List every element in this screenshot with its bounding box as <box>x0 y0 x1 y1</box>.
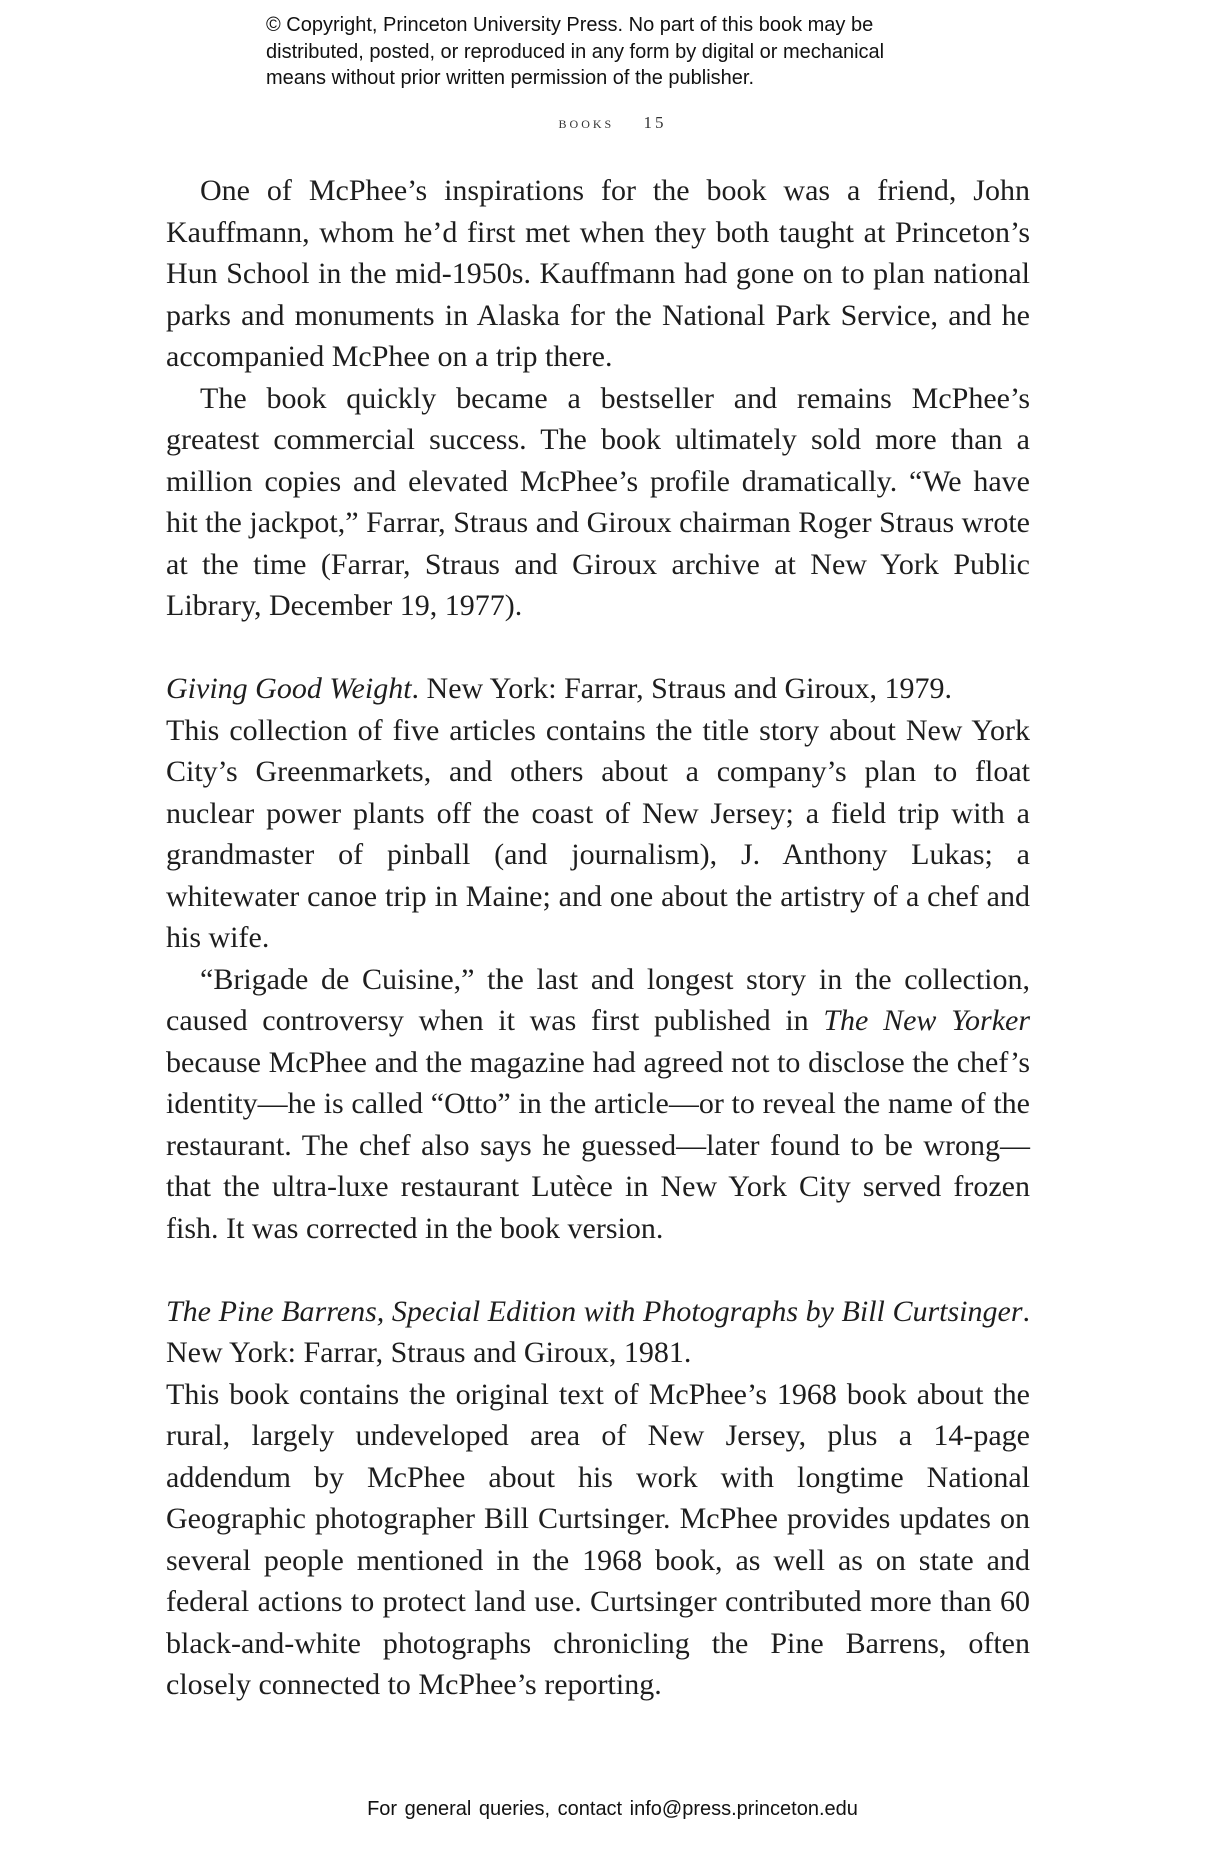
page-body <box>166 170 1030 1706</box>
entry-citation <box>166 668 1030 710</box>
entry-title: The Pine Barrens, Special Edition with Photographs by Bill Curtsinger <box>166 1294 1023 1328</box>
entry-description: This book contains the original text of McPhee’s 1968 book about the rural, largely undeveloped area of New Jersey, plus a 14-page addendum by McPhee about his work with longtime National Geographic photographer Bill Curtsinger. McPhee provides updates on several people mentioned in the 1968 book, as well as on state and federal actions to protect land use. Curtsinger contributed more than 60 black-and-white photographs chronicling the Pine Barrens, often closely connected to McPhee’s reporting. <box>166 1377 1030 1701</box>
magazine-title: The New Yorker <box>823 1004 1030 1037</box>
entry-paragraph-2 <box>166 959 1030 1250</box>
entry-publication: . New York: Farrar, Straus and Giroux, 1979. <box>411 672 952 705</box>
running-head-section: books <box>558 113 615 132</box>
page-number: 15 <box>643 113 667 132</box>
book-entry-pine-barrens <box>166 1291 1030 1706</box>
body-paragraph-1: One of McPhee’s inspirations for the book was a friend, John Kauffmann, whom he’d first met when they both taught at Princeton’s Hun School in the mid-1950s. Kauffmann had gone on to plan national parks and monuments in Alaska for the National Park Service, and he accompanied McPhee on a trip there. <box>166 174 1030 373</box>
entry-paragraph-2-start: “Brigade de Cuisine,” the last and longest story in the collection, caused controversy when it was first published in <box>166 962 1030 1037</box>
entry-title: Giving Good Weight <box>166 672 412 705</box>
entry-publication: . New York: Farrar, Straus and Giroux, 1981. <box>166 1294 1030 1369</box>
copyright-line-3: means without prior written permission of the publisher. <box>266 67 755 89</box>
book-entry-giving-good-weight <box>166 668 1030 1249</box>
entry-description: This collection of five articles contains the title story about New York City’s Greenmarkets, and others about a company’s plan to float nuclear power plants off the coast of New Jersey; a field trip with a grandmaster of pinball (and journalism), J. Anthony Lukas; a whitewater canoe trip in Maine; and one about the artistry of a chef and his wife. <box>166 713 1030 954</box>
entry-citation <box>166 1291 1030 1374</box>
body-paragraph-2: The book quickly became a bestseller and remains McPhee’s greatest commercial success. The book ultimately sold more than a million copies and elevated McPhee’s profile dramatically. “We have hit the jackpot,” Farrar, Straus and Giroux chairman Roger Straus wrote at the time (Farrar, Straus and Giroux archive at New York Public Library, December 19, 1977). <box>166 381 1030 622</box>
contact-footer: For general queries, contact info@press.princeton.edu <box>367 1798 858 1820</box>
entry-paragraph-2-end: because McPhee and the magazine had agreed not to disclose the chef’s identity—he is called “Otto” in the article—or to reveal the name of the restaurant. The chef also says he guessed—later found to be wrong—that the ultra-luxe restaurant Lutèce in New York City served frozen fish. It was corrected in the book version. <box>166 1045 1030 1245</box>
copyright-line-1: © Copyright, Princeton University Press. No part of this book may be <box>266 14 874 36</box>
copyright-notice <box>266 12 986 92</box>
copyright-line-2: distributed, posted, or reproduced in any form by digital or mechanical <box>266 40 885 63</box>
running-head <box>0 113 1225 133</box>
